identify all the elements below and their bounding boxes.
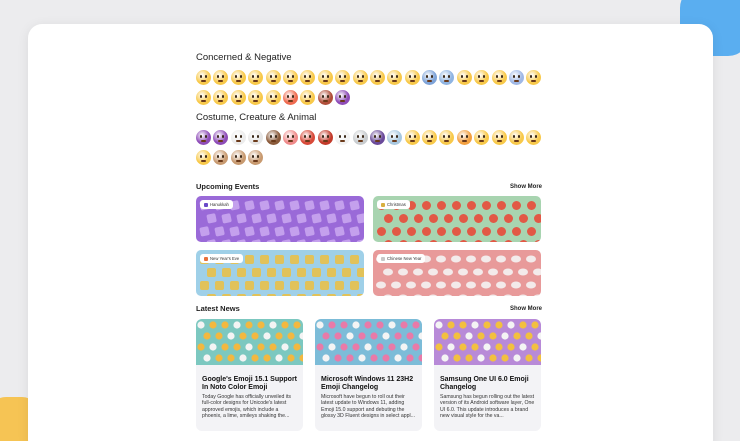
emoji-icon[interactable] bbox=[370, 70, 385, 85]
emoji-icon[interactable] bbox=[231, 150, 246, 165]
emoji-icon[interactable] bbox=[300, 90, 315, 105]
emoji-icon[interactable] bbox=[474, 70, 489, 85]
section-title-costume: Costume, Creature & Animal bbox=[196, 112, 317, 123]
news-title: Google's Emoji 15.1 Support In Noto Color Emoji bbox=[202, 376, 298, 391]
emoji-icon[interactable] bbox=[266, 90, 281, 105]
event-tag bbox=[200, 200, 233, 209]
events-header bbox=[196, 182, 542, 191]
emoji-icon[interactable] bbox=[526, 130, 541, 145]
santa-icon bbox=[381, 203, 385, 207]
emoji-grid-costume bbox=[196, 130, 544, 165]
emoji-icon[interactable] bbox=[439, 70, 454, 85]
news-header bbox=[196, 304, 542, 313]
emoji-icon[interactable] bbox=[335, 130, 350, 145]
menorah-icon bbox=[204, 203, 208, 207]
news-card-microsoft[interactable] bbox=[315, 319, 422, 431]
event-label: Hanukkah bbox=[210, 202, 229, 207]
event-label: New Year's Eve bbox=[210, 256, 240, 261]
event-card-hanukkah[interactable] bbox=[196, 196, 364, 242]
emoji-icon[interactable] bbox=[509, 70, 524, 85]
emoji-icon[interactable] bbox=[213, 90, 228, 105]
event-card-chinese-new-year[interactable] bbox=[373, 250, 541, 296]
emoji-icon[interactable] bbox=[318, 70, 333, 85]
emoji-icon[interactable] bbox=[248, 70, 263, 85]
emoji-icon[interactable] bbox=[266, 130, 281, 145]
emoji-icon[interactable] bbox=[422, 130, 437, 145]
event-tag bbox=[200, 254, 243, 263]
emoji-icon[interactable] bbox=[283, 90, 298, 105]
emoji-icon[interactable] bbox=[196, 90, 211, 105]
emoji-icon[interactable] bbox=[213, 150, 228, 165]
news-title: Samsung One UI 6.0 Emoji Changelog bbox=[440, 376, 529, 391]
emoji-icon[interactable] bbox=[196, 150, 211, 165]
emoji-icon[interactable] bbox=[422, 70, 437, 85]
emoji-icon[interactable] bbox=[213, 70, 228, 85]
emoji-icon[interactable] bbox=[283, 130, 298, 145]
events-show-more-link[interactable]: Show More bbox=[509, 183, 542, 190]
emoji-icon[interactable] bbox=[370, 130, 385, 145]
event-tag bbox=[377, 200, 410, 209]
news-excerpt: Samsung has begun rolling out the latest version of its Android software layer, One UI 6.0. This update introduces a brand new visual style for the va... bbox=[440, 394, 535, 420]
emoji-icon[interactable] bbox=[231, 90, 246, 105]
emoji-icon[interactable] bbox=[318, 130, 333, 145]
emoji-icon[interactable] bbox=[353, 70, 368, 85]
emoji-icon[interactable] bbox=[492, 130, 507, 145]
event-label: Christmas bbox=[387, 202, 406, 207]
emoji-icon[interactable] bbox=[335, 90, 350, 105]
news-thumbnail bbox=[196, 319, 303, 365]
emoji-icon[interactable] bbox=[353, 130, 368, 145]
news-card-google[interactable] bbox=[196, 319, 303, 431]
emoji-icon[interactable] bbox=[196, 130, 211, 145]
emoji-icon[interactable] bbox=[248, 130, 263, 145]
emoji-icon[interactable] bbox=[492, 70, 507, 85]
emoji-grid-concerned bbox=[196, 70, 544, 105]
emoji-icon[interactable] bbox=[318, 90, 333, 105]
emoji-icon[interactable] bbox=[248, 150, 263, 165]
events-heading: Upcoming Events bbox=[196, 182, 260, 191]
emoji-icon[interactable] bbox=[300, 70, 315, 85]
news-title: Microsoft Windows 11 23H2 Emoji Changelog bbox=[321, 376, 414, 391]
emoji-icon[interactable] bbox=[474, 130, 489, 145]
main-card bbox=[28, 24, 713, 441]
news-thumbnail bbox=[315, 319, 422, 365]
news-show-more-link[interactable]: Show More bbox=[509, 305, 542, 312]
emoji-icon[interactable] bbox=[248, 90, 263, 105]
emoji-icon[interactable] bbox=[457, 70, 472, 85]
emoji-icon[interactable] bbox=[266, 70, 281, 85]
emoji-icon[interactable] bbox=[405, 130, 420, 145]
emoji-icon[interactable] bbox=[405, 70, 420, 85]
emoji-icon[interactable] bbox=[300, 130, 315, 145]
section-title-concerned: Concerned & Negative bbox=[196, 52, 292, 63]
news-excerpt: Microsoft have begun to roll out their latest update to Windows 11, adding Emoji 15.0 support and debuting the glossy 3D Fluent designs in select appl... bbox=[321, 394, 416, 420]
emoji-icon[interactable] bbox=[231, 70, 246, 85]
news-card-samsung[interactable] bbox=[434, 319, 541, 431]
emoji-icon[interactable] bbox=[439, 130, 454, 145]
rabbit-icon bbox=[381, 257, 385, 261]
emoji-icon[interactable] bbox=[335, 70, 350, 85]
emoji-icon[interactable] bbox=[457, 130, 472, 145]
emoji-icon[interactable] bbox=[509, 130, 524, 145]
emoji-icon[interactable] bbox=[283, 70, 298, 85]
event-card-christmas[interactable] bbox=[373, 196, 541, 242]
emoji-icon[interactable] bbox=[231, 130, 246, 145]
emoji-icon[interactable] bbox=[387, 70, 402, 85]
news-heading: Latest News bbox=[196, 304, 240, 313]
news-thumbnail bbox=[434, 319, 541, 365]
emoji-icon[interactable] bbox=[387, 130, 402, 145]
emoji-icon[interactable] bbox=[196, 70, 211, 85]
event-tag bbox=[377, 254, 425, 263]
party-popper-icon bbox=[204, 257, 208, 261]
event-label: Chinese New Year bbox=[387, 256, 422, 261]
emoji-icon[interactable] bbox=[213, 130, 228, 145]
event-card-new-years-eve[interactable] bbox=[196, 250, 364, 296]
news-excerpt: Today Google has officially unveiled its full-color designs for Unicode's latest approved emojis, which include a phoenix, a lime, smileys shaking the... bbox=[202, 394, 292, 420]
emoji-icon[interactable] bbox=[526, 70, 541, 85]
